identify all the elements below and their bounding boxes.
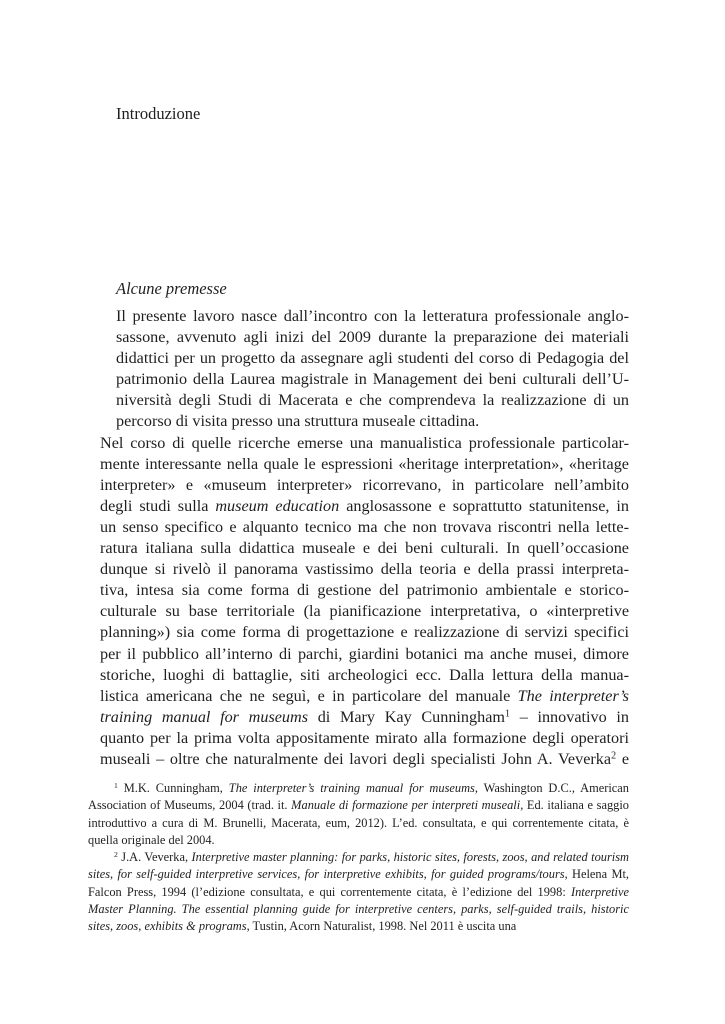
footnote-2 [88,849,629,935]
p2-line: planning») sia come forma di progettazione e realizzazione di servizi specifici [100,623,629,642]
italic-term: museum education [215,496,340,515]
p2-line: ratura italiana sulla didattica museale e dei beni culturali. In quell’occasione [100,539,629,558]
p2-line: un senso specifico e alquanto tecnico ma che non trovava riscontri nella lette- [100,517,629,536]
footnote-ref-2[interactable]: 2 [611,750,617,762]
p1-line: patrimonio della Laurea magistrale in Management dei beni culturali dell’U- [116,370,629,389]
p1-line: Il presente lavoro nasce dall’incontro con la letteratura professionale anglo- [116,307,629,325]
text-run: , Ed. italiana e saggio introduttivo a cura di M. Brunelli, Macerata, eum, 2012). L’ed. consultata, e qui correntemente citata, è quella originale del 2004. [88,798,629,847]
text-run: , Helena Mt, Falcon Press, 1994 (l’edizione consultata, e qui correntemente citata, è l’edizione del 1998: [88,867,629,899]
footnote-number: 1 [114,780,118,790]
paragraph-2 [88,433,629,771]
p2-line [88,686,629,707]
text-run: , Tustin, Acorn Naturalist, 1998. Nel 2011 è uscita una [246,919,517,934]
p2-line [88,749,629,770]
footnote-1 [88,780,629,849]
text-run: e [616,749,630,768]
body-text [88,306,629,770]
p2-line [88,496,629,517]
text-run: – innovativo in [510,707,629,726]
p2-line [88,707,629,728]
text-run: museali – oltre che naturalmente dei lavori degli specialisti John A. Veverka [100,749,612,768]
italic-title: Interpretive master planning: for parks, historic sites, forests, zoos, and related tourism sites, for self-guided interpretive services, for interpretive exhibits, for guided programs/tours [88,850,629,882]
p2-line: storiche, luoghi di battaglie, siti archeologici ecc. Dalla lettura della manua- [100,665,629,684]
text-run: degli studi sulla [100,496,216,515]
p2-line: per il pubblico all’interno di parchi, giardini botanici ma anche musei, dimore [100,644,629,663]
footnotes [88,780,629,936]
section-heading: Alcune premesse [116,279,227,298]
footnote-ref-1[interactable]: 1 [505,708,511,720]
p1-line: didattici per un progetto da assegnare agli studenti del corso di Pedagogia del [116,349,629,368]
text-run: M.K. Cunningham, [117,781,229,795]
italic-title: Interpretive Master Planning. The essential planning guide for interpretive centers, parks, self-guided trails, historic sites, zoos, exhibits & programs [88,884,629,934]
p2-line: dunque si rivelò il panorama vastissimo della teoria e della prassi interpreta- [100,560,629,579]
p1-line: sassone, avvenuto agli inizi del 2009 durante la preparazione dei materiali [116,328,629,347]
p2-line: culturale su base territoriale (la pianificazione interpretativa, o «interpretive [100,602,629,621]
text-run: listica americana che ne seguì, e in particolare del manuale [100,686,518,705]
chapter-title: Introduzione [116,104,201,123]
footnote-number: 2 [114,849,118,859]
text-run: anglosassone e soprattutto statunitense, in [339,496,630,515]
italic-title: training manual for museums [100,707,309,726]
text-run: , Washington D.C., American Association of Museums, 2004 (trad. it. [88,781,629,813]
text-run: di Mary Kay Cunningham [308,707,505,726]
paragraph-1 [88,306,629,433]
p2-line: tiva, intesa sia come forma di gestione del patrimonio ambientale e storico- [100,581,629,600]
p2-line: mente interessante nella quale le espressioni «heritage interpretation», «heritage [100,454,629,473]
italic-title: Manuale di formazione per interpreti museali [291,798,521,813]
p1-line: niversità degli Studi di Macerata e che comprendeva la realizzazione di un [116,391,629,410]
italic-title: The interpreter’s training manual for museums [228,781,475,795]
italic-title: The interpreter’s [517,686,629,705]
p1-line: percorso di visita presso una struttura museale cittadina. [116,412,480,431]
p2-line: interpreter» e «museum interpreter» ricorrevano, in particolare nell’ambito [100,475,629,494]
text-run: J.A. Veverka, [117,850,192,865]
p2-line: quanto per la prima volta appositamente mirato alla formazione degli operatori [100,728,629,747]
p2-line: Nel corso di quelle ricerche emerse una manualistica professionale particolar- [100,433,629,452]
